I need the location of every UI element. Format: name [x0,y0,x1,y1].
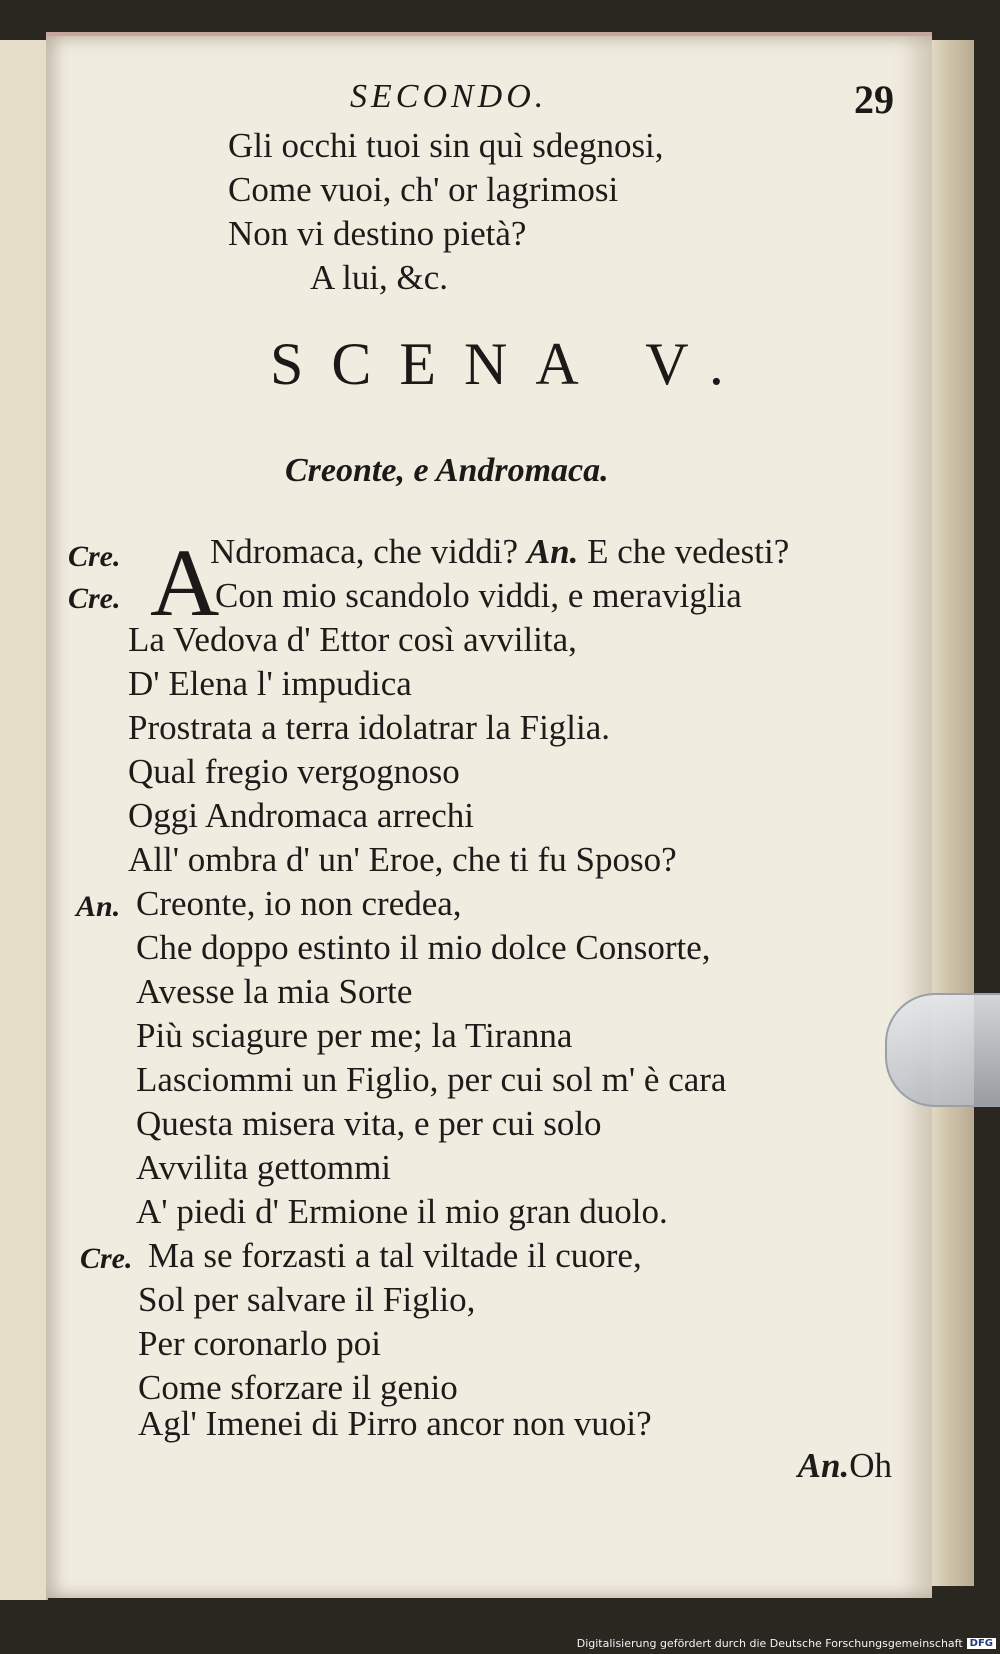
digitization-footer [577,1637,996,1650]
catchword: An.Oh [797,1446,892,1485]
footer-text: Digitalisierung gefördert durch die Deutsche Forschungsgemeinschaft [576,1637,963,1650]
running-head: SECONDO. [350,78,548,115]
dialogue-line: Che doppo estinto il mio dolce Consorte, [136,928,711,967]
dialogue-line: Agl' Imenei di Pirro ancor non vuoi? [138,1404,652,1443]
speaker-label: An. [76,890,121,923]
dialogue-line: All' ombra d' un' Eroe, che ti fu Sposo? [128,840,677,879]
dialogue-line: Lasciommi un Figlio, per cui sol m' è cara [136,1060,727,1099]
dialogue-line: Avesse la mia Sorte [136,972,413,1011]
dialogue-line: Questa misera vita, e per cui solo [136,1104,602,1143]
dialogue-line: Avvilita gettommi [136,1148,392,1187]
dialogue-line: Qual fregio vergognoso [128,752,460,791]
dfg-logo: DFG [967,1638,996,1649]
dialogue-line: Prostrata a terra idolatrar la Figlia. [128,708,611,747]
verse-line: Non vi destino pietà? [228,214,527,253]
page-number: 29 [854,77,894,122]
dialogue-line: Più sciagure per me; la Tiranna [136,1016,573,1055]
dialogue-line: Come sforzare il genio [138,1368,458,1407]
dialogue-line: Per coronarlo poi [138,1324,381,1363]
dialogue-line: Oggi Andromaca arrechi [128,796,474,835]
drop-capital: A [150,529,220,636]
dialogue-line: Ma se forzasti a tal viltade il cuore, [148,1236,642,1275]
page-stack-edge [932,40,974,1586]
dialogue-line: Sol per salvare il Figlio, [138,1280,476,1319]
dialogue-line: Ndromaca, che viddi? An. E che vedesti? [210,532,790,571]
dialogue-line: A' piedi d' Ermione il mio gran duolo. [136,1192,668,1231]
verse-line: Gli occhi tuoi sin quì sdegnosi, [228,126,664,165]
speaker-label: Cre. [80,1242,133,1275]
dialogue-line: La Vedova d' Ettor così avvilita, [128,620,577,659]
verse-line: A lui, &c. [310,258,449,297]
speaker-label: Cre. [68,540,121,573]
speaker-label: Cre. [68,582,121,615]
scene-title: SCENA V. [270,331,752,397]
dialogue-line: Con mio scandolo viddi, e meraviglia [215,576,742,615]
verse-line: Come vuoi, ch' or lagrimosi [228,170,619,209]
dialogue-line: D' Elena l' impudica [128,664,412,703]
left-page-edge [0,40,48,1600]
page-clip [885,993,1000,1107]
scene-characters: Creonte, e Andromaca. [285,452,609,489]
dialogue-line: Creonte, io non credea, [136,884,462,923]
